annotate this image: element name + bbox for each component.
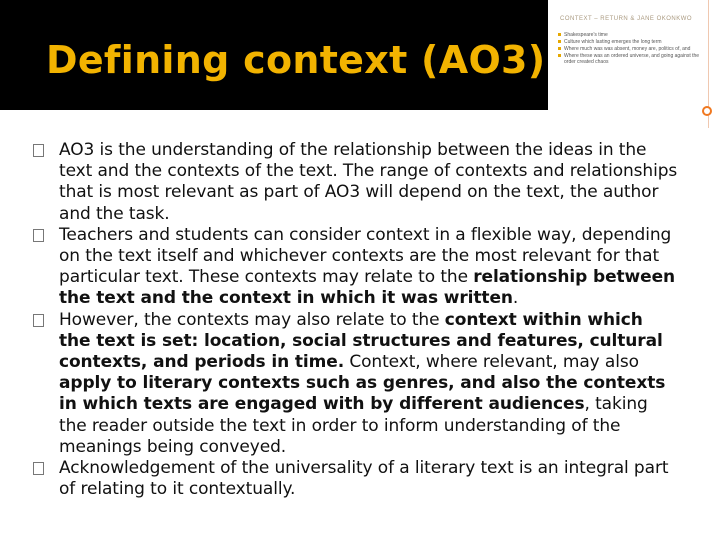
square-bullet-icon bbox=[558, 54, 561, 57]
bullet-text: However, the contexts may also relate to the bbox=[59, 309, 445, 330]
title-band bbox=[0, 0, 548, 110]
thumbnail-title: CONTEXT – RETURN & JANE OKONKWO bbox=[560, 16, 693, 22]
bullet-text: context within which the text is set: location, social structures and features, cultural contexts, and periods in time. bbox=[59, 309, 663, 373]
square-bullet-icon bbox=[558, 47, 561, 50]
thumbnail-item: Where these was an ordered universe, and going against the order created chaos bbox=[558, 53, 706, 65]
bullet-text: Acknowledgement of the universality of a literary text is an integral part of relating to it contextually. bbox=[59, 458, 669, 500]
thumbnail-item: Where much was was absent, money are, politics of, and bbox=[558, 46, 706, 52]
orange-circle-icon bbox=[702, 106, 712, 116]
bullet-text: , taking the reader outside the text in order to inform understanding of the meanings being conveyed. bbox=[59, 394, 648, 457]
square-bullet-icon bbox=[33, 229, 44, 242]
bullet-item bbox=[33, 140, 678, 225]
bullet-text: . bbox=[512, 288, 519, 309]
bullet-text: AO3 is the understanding of the relationship between the ideas in the text and the contexts of the text. The range of contexts and relationships that is most relevant as part of AO3 will depend on the text, the author and the task. bbox=[59, 140, 678, 224]
bullet-item bbox=[33, 458, 678, 500]
bullet-list bbox=[33, 140, 678, 500]
thumbnail-item: Culture which lasting emerges the long term bbox=[558, 39, 706, 45]
bullet-item bbox=[33, 225, 678, 310]
bullet-text: apply to literary contexts such as genres, and also the contexts in which texts are engaged with by different audiences bbox=[59, 373, 666, 415]
bullet-text: Teachers and students can consider context in a flexible way, depending on the text itself and whichever contexts are the most relevant for that particular text. These contexts may relate to the bbox=[59, 224, 672, 288]
bullet-text: Context, where relevant, may also bbox=[344, 352, 639, 373]
thumbnail-list bbox=[558, 32, 706, 66]
thumbnail-image bbox=[550, 0, 720, 128]
square-bullet-icon bbox=[558, 40, 561, 43]
bullet-item bbox=[33, 310, 678, 458]
square-bullet-icon bbox=[33, 462, 44, 475]
bullet-text: relationship between the text and the context in which it was written bbox=[59, 267, 676, 309]
slide-title: Defining context (AO3) bbox=[46, 38, 546, 82]
square-bullet-icon bbox=[558, 33, 561, 36]
square-bullet-icon bbox=[33, 144, 44, 157]
square-bullet-icon bbox=[33, 314, 44, 327]
thumbnail-item: Shakespeare's time bbox=[558, 32, 706, 38]
